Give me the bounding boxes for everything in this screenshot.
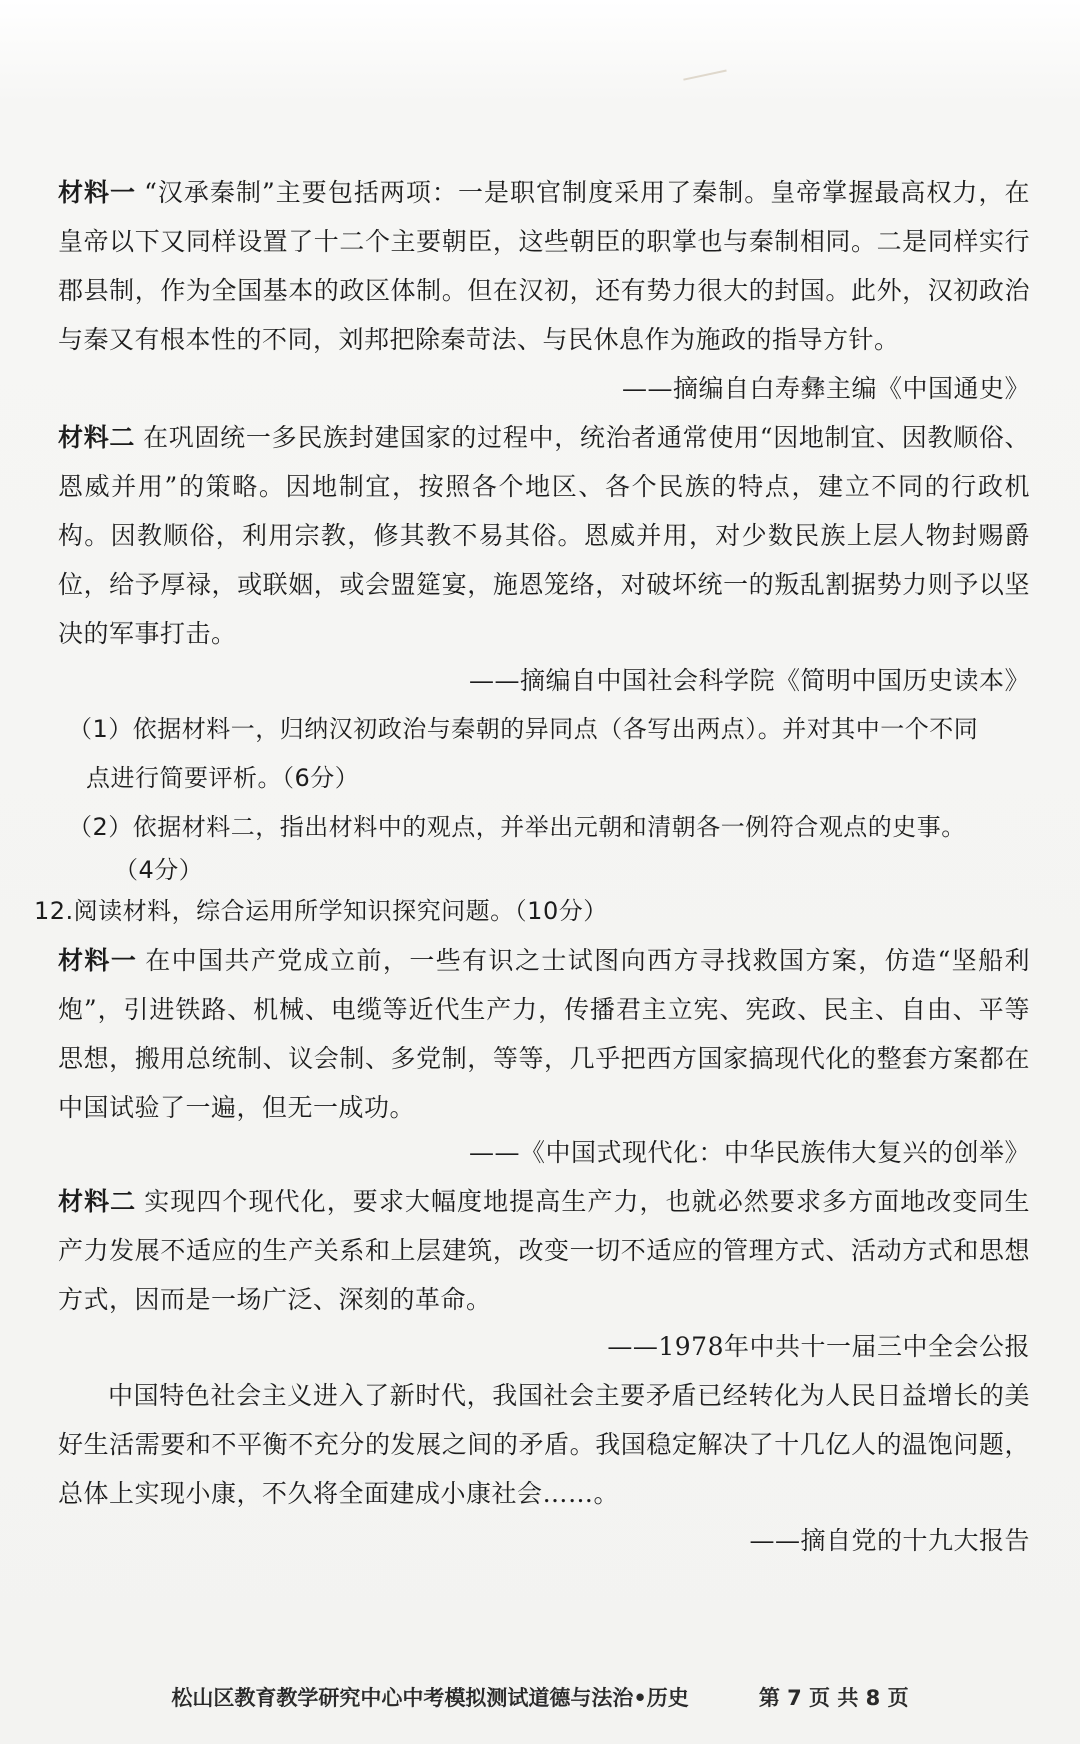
q12-material-1 [58,936,1030,1132]
q11-subquestion-1-line-1: （1）依据材料一，归纳汉初政治与秦朝的异同点（各写出两点）。并对其中一个不同 [68,715,979,743]
q11-material-2-label: 材料二 [58,423,136,452]
q12-material-2-paragraph-2: 中国特色社会主义进入了新时代，我国社会主要矛盾已经转化为人民日益增长的美好生活需要和不平衡不充分的发展之间的矛盾。我国稳定解决了十几亿人的温饱问题，总体上实现小康，不久将全面建成小康社会……。 [58,1381,1030,1508]
q12-material-2-label: 材料二 [58,1187,137,1216]
q12-stem [34,887,1030,936]
q11-material-2-source: ——摘编自中国社会科学院《简明中国历史读本》 [468,666,1030,695]
q12-material-2-source: ——1978年中共十一届三中全会公报 [607,1332,1030,1361]
q12-material-1-label: 材料一 [58,946,138,975]
q11-subquestion-2-line-1: （2）依据材料二，指出材料中的观点，并举出元朝和清朝各一例符合观点的史事。 [68,813,966,841]
page-footer [0,1682,1080,1712]
q12-stem-text: 阅读材料，综合运用所学知识探究问题。（10分） [73,897,608,925]
q12-material-1-text: 在中国共产党成立前，一些有识之士试图向西方寻找救国方案，仿造“坚船利炮”，引进铁路、机械、电缆等近代生产力，传播君主立宪、宪政、民主、自由、平等思想，搬用总统制、议会制、多党制，等等，几乎把西方国家搞现代化的整套方案都在中国试验了一遍，但无一成功。 [58,946,1030,1122]
q12-material-2 [58,1177,1030,1324]
q12-material-2-source-2: ——摘自党的十九大报告 [749,1526,1030,1555]
q11-material-2 [58,413,1030,658]
footer-page-number: 第 7 页 共 8 页 [758,1686,909,1710]
q11-subquestion-1-line-2: 点进行简要评析。（6分） [86,764,360,792]
q12-number: 12. [34,897,74,925]
q12-material-2-text: 实现四个现代化，要求大幅度地提高生产力，也就必然要求多方面地改变同生产力发展不适应的生产关系和上层建筑，改变一切不适应的管理方式、活动方式和思想方式，因而是一场广泛、深刻的革命。 [58,1187,1030,1314]
q11-material-1-source: ——摘编自白寿彝主编《中国通史》 [621,374,1030,403]
q11-material-1-label: 材料一 [58,178,137,207]
q11-subquestion-2-line-2: （4分） [114,856,204,884]
q11-material-1-text: “汉承秦制”主要包括两项：一是职官制度采用了秦制。皇帝掌握最高权力，在皇帝以下又同样设置了十二个主要朝臣，这些朝臣的职掌也与秦制相同。二是同样实行郡县制，作为全国基本的政区体制。但在汉初，还有势力很大的封国。此外，汉初政治与秦又有根本性的不同，刘邦把除秦苛法、与民休息作为施政的指导方针。 [58,178,1030,354]
q12-material-1-source: ——《中国式现代化：中华民族伟大复兴的创举》 [468,1138,1030,1167]
q11-material-2-text: 在巩固统一多民族封建国家的过程中，统治者通常使用“因地制宜、因教顺俗、恩威并用”的策略。因地制宜，按照各个地区、各个民族的特点，建立不同的行政机构。因教顺俗，利用宗教，修其教不易其俗。恩威并用，对少数民族上层人物封赐爵位，给予厚禄，或联姻，或会盟筵宴，施恩笼络，对破坏统一的叛乱割据势力则予以坚决的军事打击。 [58,423,1030,648]
scan-artifact [683,70,729,91]
footer-exam-name: 松山区教育教学研究中心中考模拟测试道德与法治•历史 [171,1686,689,1710]
page-content [34,168,1030,1565]
q11-material-1 [58,168,1030,364]
